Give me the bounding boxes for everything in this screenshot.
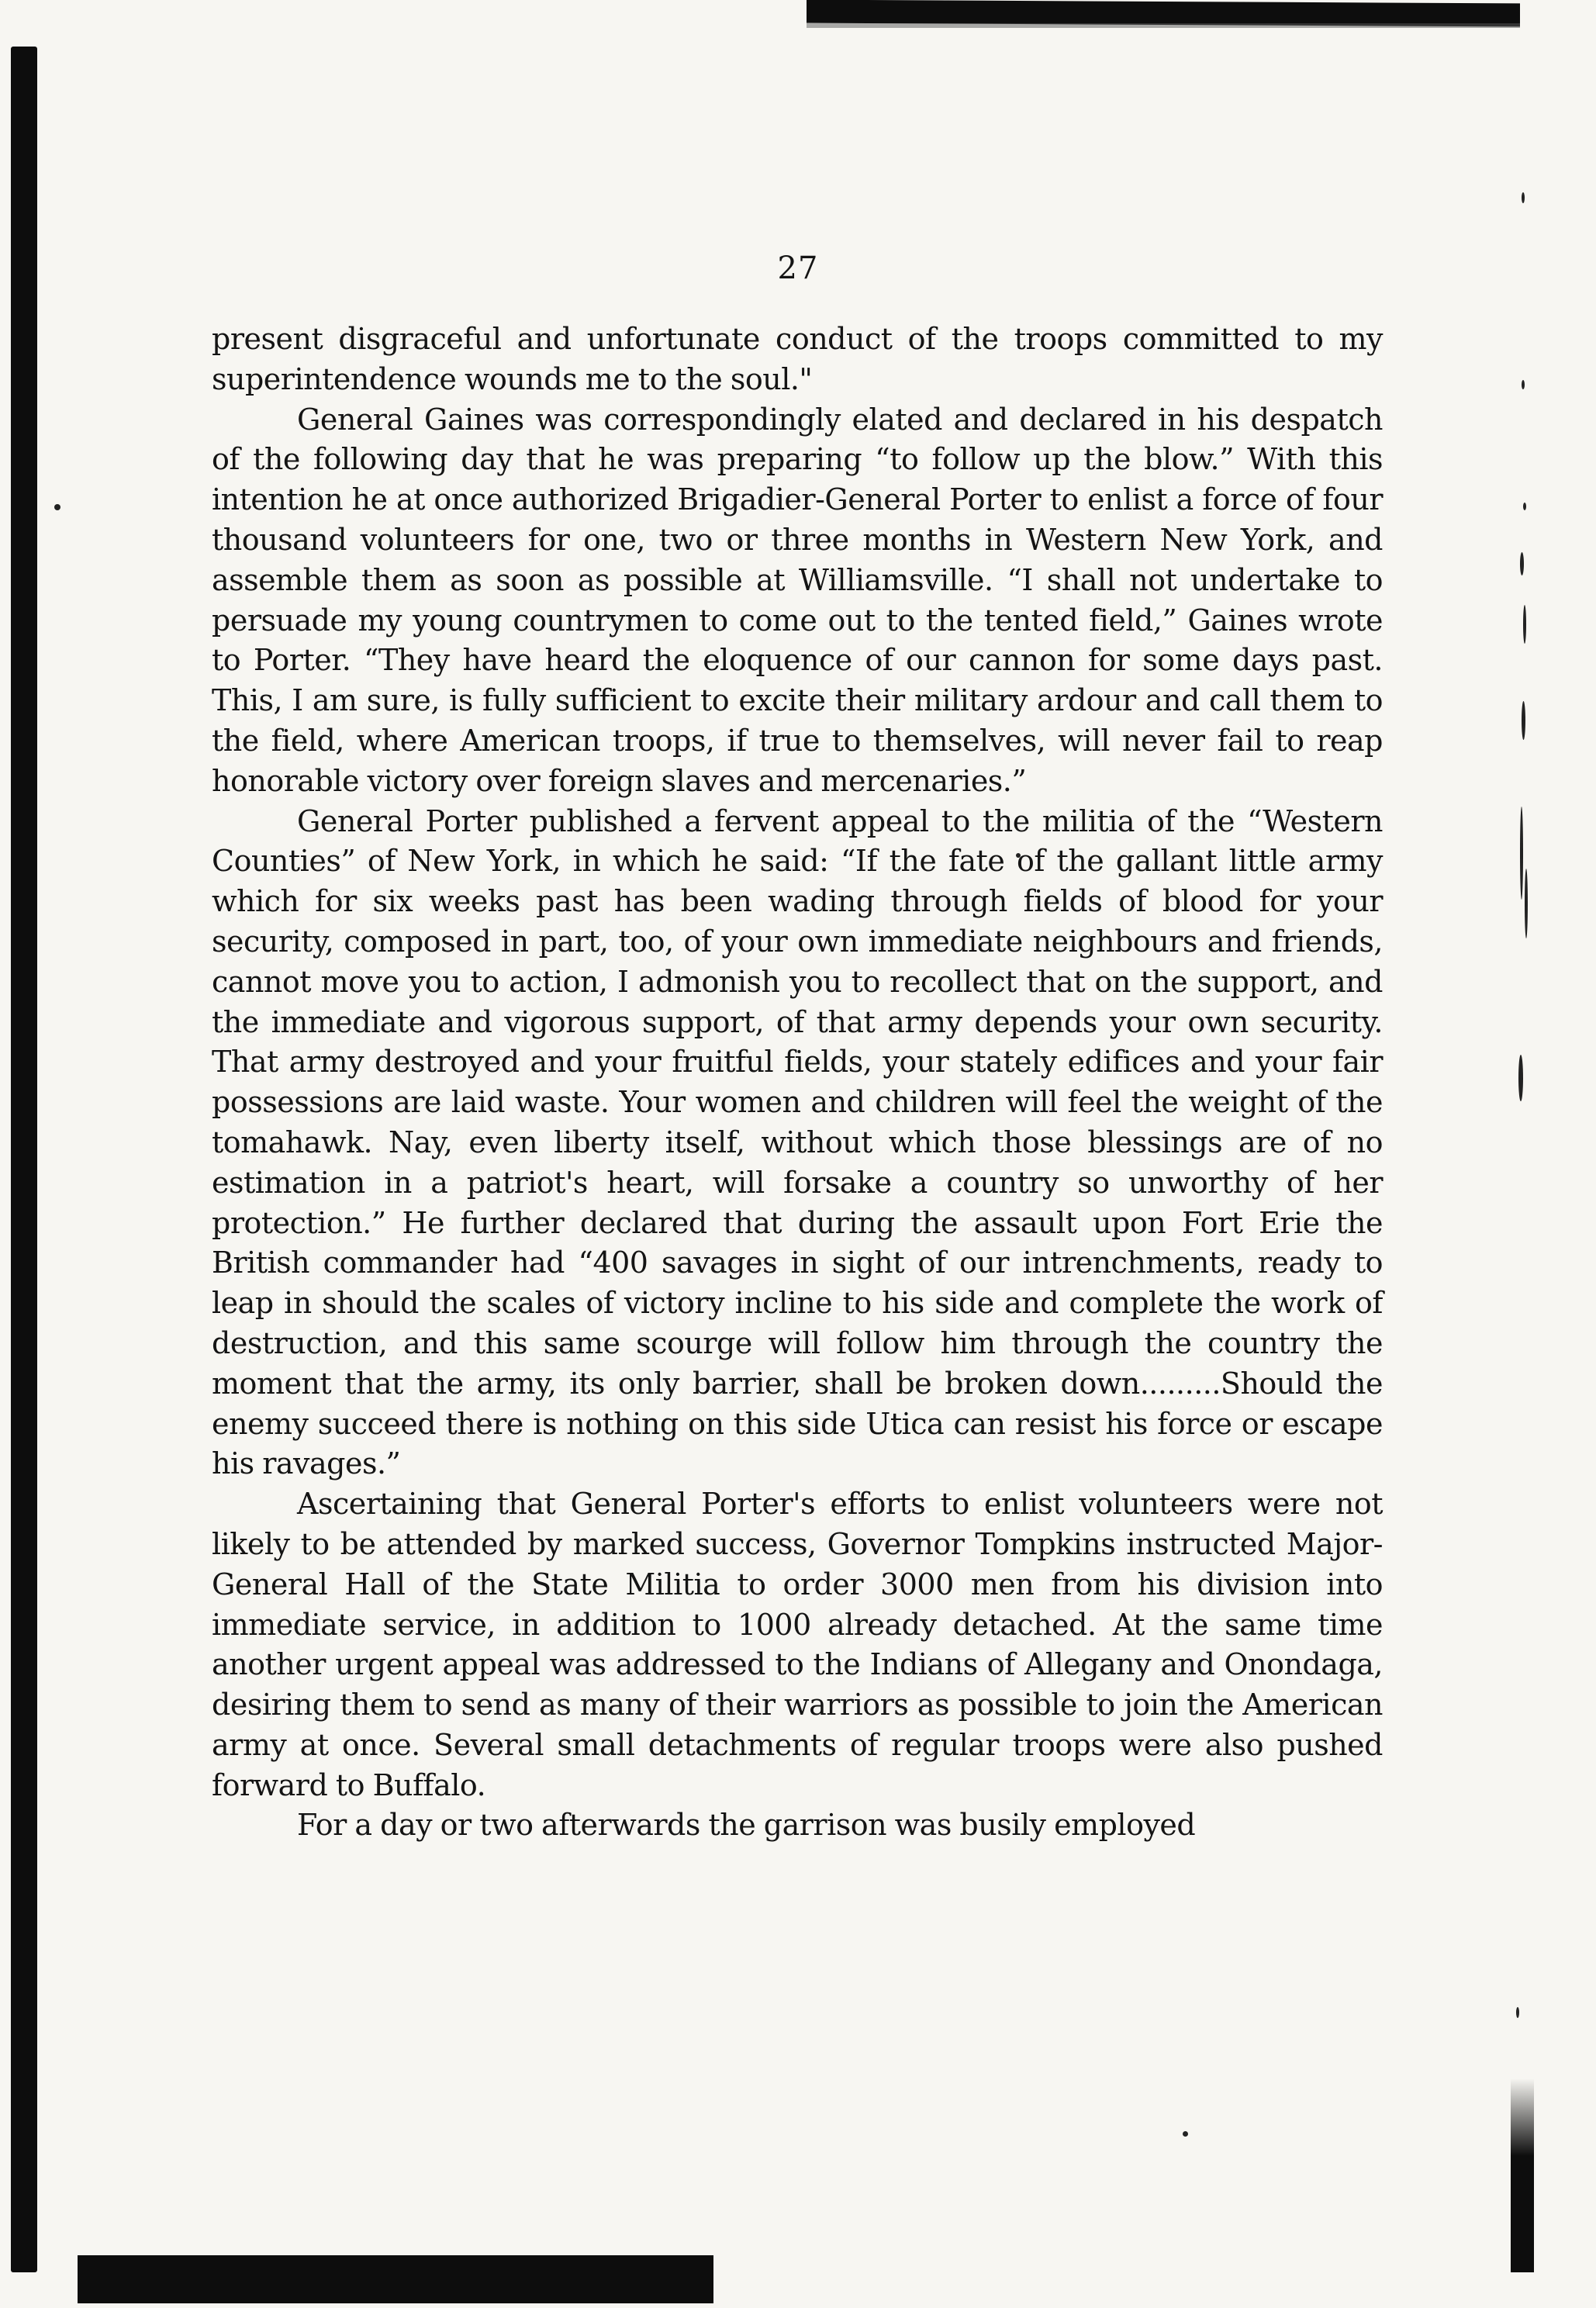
scan-speck: [1523, 503, 1526, 510]
paragraph-5: For a day or two afterwards the garrison was busily employed: [297, 1808, 1196, 1843]
scan-edge-left: [11, 47, 37, 2272]
scan-speck: [1522, 380, 1525, 389]
scan-edge-bottom: [78, 2255, 713, 2303]
scan-speck: [1525, 869, 1528, 938]
scan-speck: [1516, 2007, 1519, 2018]
paragraph-2: General Gaines was correspondingly elated and declared in his despatch of the following day that he was preparing “to follow up the blow.” With this intention he at once authorized Brigadier-General Porter to enlist a force of four thousand volunteers for one, two or three months in Western New York, and assemble them as soon as possible at Williamsville. “I shall not undertake to persuade my young countrymen to come out to the tented field,” Gaines wrote to Porter. “They have heard the eloquence of our cannon for some days past. This, I am sure, is fully sufficient to excite their military ardour and call them to the field, where American troops, if true to themselves, will never fail to reap honorable victory over foreign slaves and mercenaries.”: [212, 402, 1383, 798]
scan-edge-right: [1511, 2078, 1534, 2272]
scan-speck: [1518, 1055, 1523, 1101]
scan-speck: [1520, 807, 1523, 900]
scan-speck: [1522, 192, 1525, 203]
scan-speck: [54, 504, 60, 510]
paragraph-4: Ascertaining that General Porter's efforts to enlist volunteers were not likely to be attended by marked success, Governor Tompkins instructed Major-General Hall of the State Militia to order 3000 men from his division into immediate service, in addition to 1000 already detached. At the same time another urgent appeal was addressed to the Indians of Allegany and Onondaga, desiring them to send as many of their warriors as possible to join the American army at once. Several small detachments of regular troops were also pushed forward to Buffalo.: [212, 1487, 1383, 1802]
scan-speck: [1522, 701, 1525, 740]
scan-speck: [1183, 2131, 1188, 2137]
scan-edge-top-shadow: [807, 23, 1520, 28]
paragraph-1: present disgraceful and unfortunate conduct of the troops committed to my superintendence wounds me to the soul.": [212, 322, 1383, 396]
scan-speck: [1523, 605, 1526, 644]
body-text: [212, 320, 1383, 1846]
scan-speck: [1520, 552, 1524, 575]
paragraph-3: General Porter published a fervent appeal to the militia of the “Western Counties” of New York, in which he said: “If the fate of the gallant little army which for six weeks past has been wading through fields of blood for your security, composed in part, too, of your own immediate neighbours and friends, cannot move you to action, I admonish you to recollect that on the support, and the immediate and vigorous support, of that army depends your own security. That army destroyed and your fruitful fields, your stately edifices and your fair possessions are laid waste. Your women and children will feel the weight of the tomahawk. Nay, even liberty itself, without which those blessings are of no estimation in a patriot's heart, will forsake a country so unworthy of her protection.” He further declared that during the assault upon Fort Erie the British commander had “400 savages in sight of our intrenchments, ready to leap in should the scales of victory incline to his side and complete the work of destruction, and this same scourge will follow him through the country the moment that the army, its only barrier, shall be broken down.........Should the enemy succeed there is nothing on this side Utica can resist his force or escape his ravages.”: [212, 803, 1383, 1481]
page-number: 27: [777, 250, 819, 286]
